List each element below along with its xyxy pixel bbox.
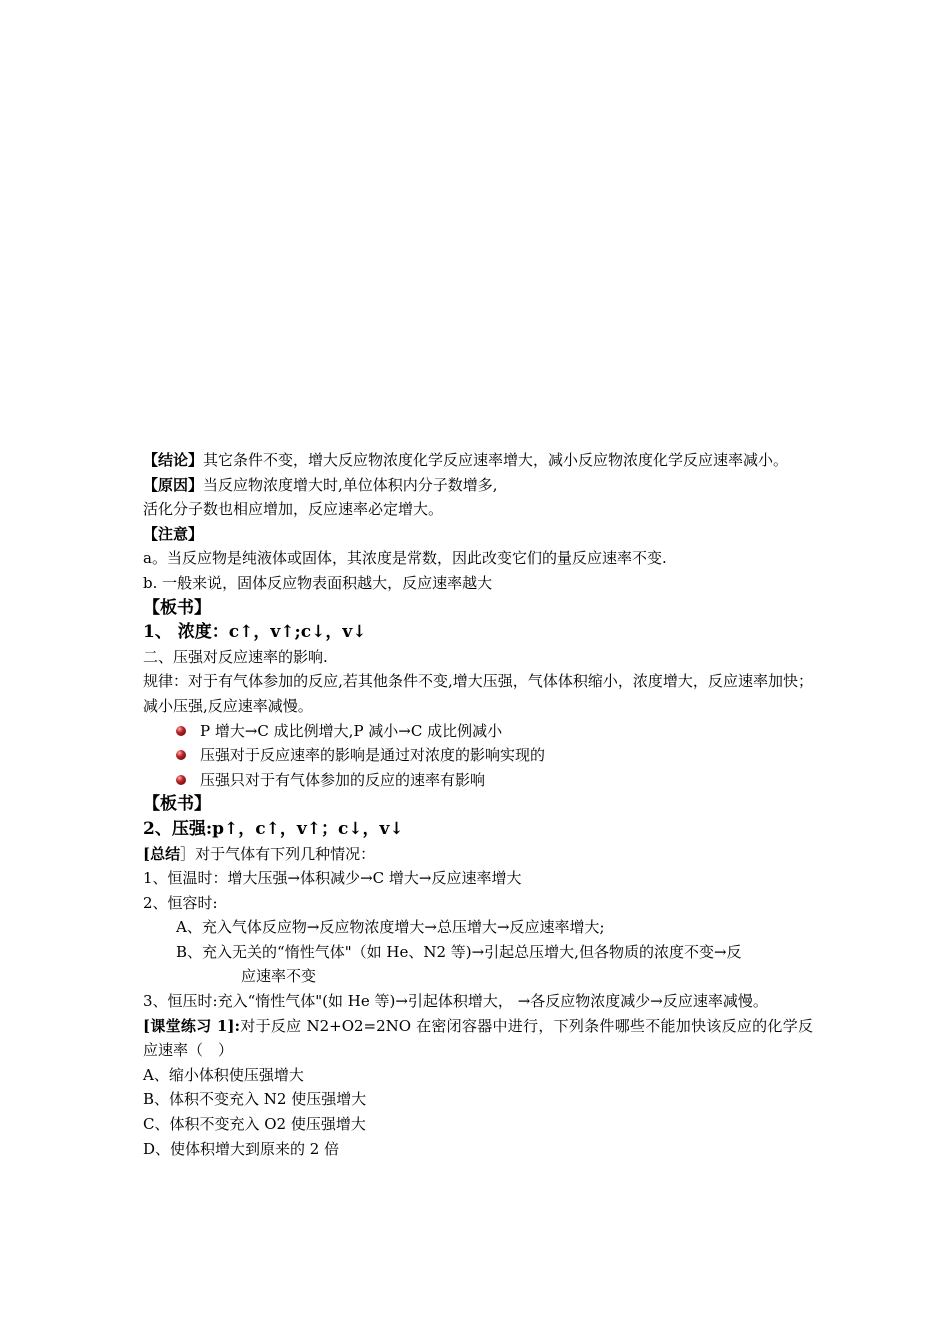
- bullet-item: [143, 768, 813, 793]
- case-2: 2、恒容时:: [143, 893, 218, 912]
- conclusion-label: 【结论】: [143, 451, 204, 469]
- summary-line: [143, 842, 813, 867]
- note-a: a。当反应物是纯液体或固体，其浓度是常数，因此改变它们的量反应速率不变.: [143, 549, 667, 568]
- option-b: B、体积不变充入 N2 使压强增大: [143, 1090, 367, 1109]
- board-text-2: 2、压强:p↑，c↑，v↑；c↓，v↓: [143, 818, 404, 839]
- option-a: A、缩小体积使压强增大: [143, 1065, 304, 1084]
- option-c: C、体积不变充入 O2 使压强增大: [143, 1115, 366, 1134]
- note-label: 【注意】: [143, 524, 204, 543]
- board-label-1: 【板书】: [143, 597, 211, 618]
- rule-text: 规律：对于有气体参加的反应,若其他条件不变,增大压强，气体体积缩小，浓度增大，反应速率加快；减小压强,反应速率减慢。: [143, 672, 813, 715]
- reason-label: 【原因】: [143, 475, 204, 494]
- conclusion-text: 其它条件不变，增大反应物浓度化学反应速率增大，减小反应物浓度化学反应速率减小。: [203, 451, 789, 469]
- option-d: D、使体积增大到原来的 2 倍: [143, 1139, 340, 1158]
- note-b: b. 一般来说，固体反应物表面积越大，反应速率越大: [143, 573, 493, 592]
- bullet-icon: [176, 726, 186, 736]
- board-label-2: 【板书】: [143, 794, 211, 815]
- conclusion-paragraph: [143, 448, 813, 473]
- case-1: 1、恒温时：增大压强→体积减少→C 增大→反应速率增大: [143, 869, 522, 888]
- bullet-item: [143, 719, 813, 744]
- reason-line-2: 活化分子数也相应增加，反应速率必定增大。: [143, 500, 444, 519]
- exercise-text: 对于反应 N2+O2=2NO 在密闭容器中进行，下列条件哪些不能加快该反应的化学反应速率（ ）: [143, 1016, 813, 1060]
- case-2a: A、充入气体反应物→反应物浓度增大→总压增大→反应速率增大;: [176, 918, 605, 937]
- board-text-1: 1、 浓度：c↑，v↑;c↓，v↓: [143, 622, 367, 643]
- exercise-paragraph: [143, 1014, 813, 1063]
- summary-text: ］对于气体有下列几种情况：: [180, 844, 376, 863]
- section-2-title: 二、压强对反应速率的影响.: [143, 647, 328, 666]
- case-2b-line-1: B、充入无关的“惰性气体"（如 He、N2 等)→引起总压增大,但各物质的浓度不变→反: [176, 942, 742, 961]
- bullet-icon: [176, 750, 186, 760]
- bullet-text: 压强对于反应速率的影响是通过对浓度的影响实现的: [200, 746, 546, 765]
- summary-label: [总结: [143, 844, 181, 863]
- bullet-text: 压强只对于有气体参加的反应的速率有影响: [200, 770, 486, 789]
- reason-line-1: [143, 473, 813, 498]
- exercise-label: [课堂练习 1]:: [143, 1016, 241, 1035]
- reason-text-1: 当反应物浓度增大时,单位体积内分子数增多,: [203, 475, 498, 494]
- case-2b-line-2: 应速率不变: [241, 967, 317, 986]
- bullet-item: [143, 743, 813, 768]
- case-3: 3、恒压时:充入“惰性气体"(如 He 等)→引起体积增大， →各反应物浓度减少→反应速率减慢。: [143, 992, 768, 1011]
- bullet-icon: [176, 775, 186, 785]
- document-content: [143, 448, 813, 1161]
- bullet-text: P 增大→C 成比例增大,P 减小→C 成比例减小: [200, 721, 503, 740]
